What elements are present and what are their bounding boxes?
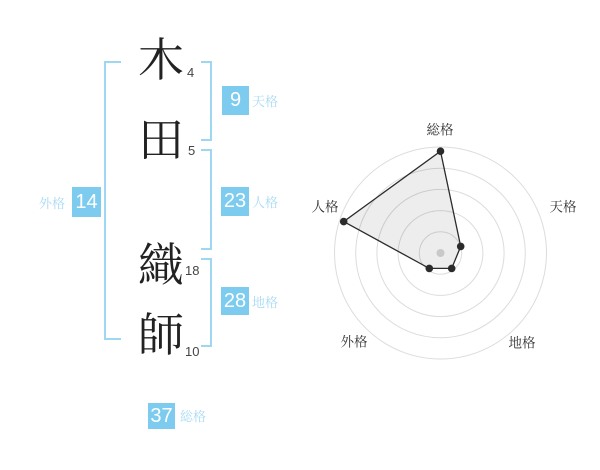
gaikaku-bracket (104, 61, 121, 340)
chikaku-label: 地格 (252, 295, 279, 310)
tenkaku-label: 天格 (252, 94, 279, 109)
soukaku-label: 総格 (180, 409, 207, 424)
jinkaku-label: 人格 (252, 195, 279, 210)
radar-vertex-dot (457, 243, 465, 251)
chikaku-value-badge: 28 (221, 287, 249, 315)
surname-char-1: 木 (138, 34, 184, 86)
radar-vertex-dot (426, 265, 434, 273)
radar-axis-label: 外格 (340, 334, 368, 350)
stroke-count-surname-2: 5 (188, 143, 196, 158)
radar-vertex-dot (448, 265, 456, 273)
radar-vertex-dot (340, 218, 348, 226)
radar-axis-label: 天格 (549, 199, 577, 215)
jinkaku-value-badge: 23 (221, 187, 249, 216)
radar-axis-label: 地格 (508, 335, 536, 351)
radar-vertex-dot (437, 147, 445, 155)
tenkaku-value-badge: 9 (222, 86, 249, 115)
stroke-count-surname-1: 4 (187, 65, 195, 80)
given-char-2: 師 (138, 309, 184, 361)
radar-axis-label: 総格 (426, 122, 454, 138)
radar-axis-label: 人格 (311, 199, 339, 215)
radar-chart (290, 103, 590, 403)
soukaku-value-badge: 37 (148, 403, 175, 429)
chikaku-bracket (201, 258, 212, 347)
stroke-count-given-2: 10 (185, 344, 200, 359)
gaikaku-value-badge: 14 (72, 187, 101, 217)
gaikaku-label: 外格 (39, 196, 66, 211)
surname-char-2: 田 (138, 114, 184, 166)
tenkaku-bracket (201, 61, 212, 141)
jinkaku-bracket (201, 149, 212, 250)
radar-center-dot (437, 249, 445, 257)
given-char-1: 織 (138, 239, 184, 291)
stroke-count-given-1: 18 (185, 263, 200, 278)
